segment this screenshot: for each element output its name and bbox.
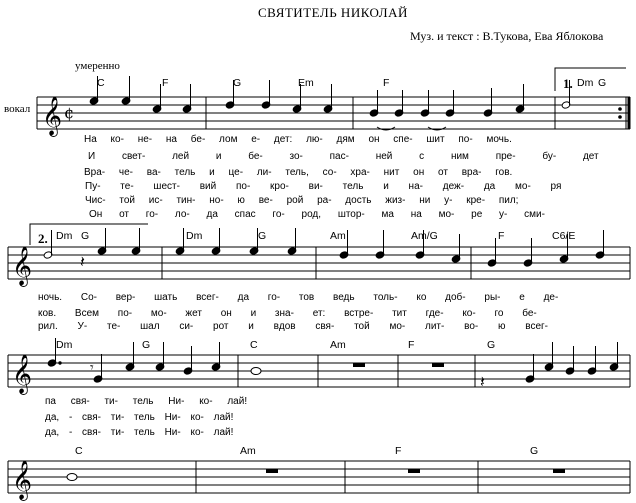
volta-2-label: 2.	[38, 231, 48, 246]
lyric-line: па свя- ти- тель Ни- ко- лай!	[45, 396, 248, 407]
whole-rest-icon	[408, 469, 420, 473]
chord-symbol: F	[162, 77, 169, 89]
chord-symbol: Dm	[186, 230, 203, 242]
lyric-line: Вра- че- ва- тель и це- ли- тель, со- хра- нит он от вра- гов.	[84, 167, 513, 178]
chord-symbol: G	[530, 445, 539, 457]
lyric-line: ков. Всем по- мо- жет он и зна- ет: встре- тит где- ко- го бе-	[38, 308, 537, 319]
chord-symbol: G	[598, 77, 607, 89]
chord-symbol: C	[75, 445, 83, 457]
whole-rest-icon	[432, 363, 444, 367]
note-group	[43, 228, 605, 267]
cut-time-icon: ¢	[64, 103, 75, 122]
part-label: вокал	[4, 103, 31, 115]
chord-symbol: C	[97, 77, 105, 89]
chord-symbol: G	[487, 339, 496, 351]
lyric-line: да, - свя- ти- тель Ни- ко- лай!	[45, 427, 234, 438]
lyric-line: да, - свя- ти- тель Ни- ко- лай!	[45, 412, 234, 423]
whole-rest-icon	[353, 363, 365, 367]
chord-symbol: F	[383, 77, 390, 89]
eighth-rest-icon: 𝄾	[90, 360, 94, 376]
chord-symbol: G	[81, 230, 90, 242]
treble-clef: 𝄞	[12, 246, 33, 286]
treble-clef: 𝄞	[42, 96, 63, 136]
chord-symbol: F	[395, 445, 402, 457]
lyric-line: Он от го- ло- да спас го- род, штор- ма на мо- ре у- сми-	[89, 209, 545, 220]
staff-4	[8, 461, 630, 493]
chord-symbol: G	[142, 339, 151, 351]
chord-symbol: C	[250, 339, 258, 351]
chord-symbol: Dm	[56, 339, 73, 351]
chord-symbol: Dm	[577, 77, 594, 89]
whole-rest-icon	[266, 469, 278, 473]
lyric-line: И свет- лей и бе- зо- пас- ней с ним пре- бу- дет	[88, 151, 599, 162]
whole-rest-icon	[553, 469, 565, 473]
lyric-line: Пу- те- шест- вий по- кро- ви- тель и на- деж- да мо- ря	[85, 181, 562, 192]
chord-symbol: G	[233, 77, 242, 89]
chord-symbol: C6/E	[552, 230, 576, 242]
tempo-marking: умеренно	[75, 60, 120, 72]
lyric-line: На ко- не- на бе- лом е- дет: лю- дям он спе- шит по- мочь.	[84, 134, 512, 145]
credits: Муз. и текст : В.Тукова, Ева Яблокова	[410, 29, 604, 43]
chord-symbol: Dm	[56, 230, 73, 242]
note-group	[47, 338, 619, 383]
chord-symbol: F	[498, 230, 505, 242]
chord-symbol: Am/G	[411, 230, 438, 242]
chord-symbol: Am	[330, 230, 346, 242]
whole-note	[67, 474, 77, 481]
treble-clef: 𝄞	[12, 354, 33, 394]
chord-symbol: F	[408, 339, 415, 351]
lyric-line: ночь. Со- вер- шать всег- да го- тов ведь толь- ко доб- ры- е де-	[38, 292, 559, 303]
chord-symbol: Em	[298, 77, 314, 89]
chord-symbol: Am	[330, 339, 346, 351]
lyric-line: Чис- той ис- тин- но- ю ве- рой ра- дость жиз- ни у- кре- пил;	[85, 195, 519, 206]
lyric-line: рил. У- те- шал си- рот и вдов свя- той мо- лит- во- ю всег-	[38, 321, 549, 332]
chord-symbol: G	[258, 230, 267, 242]
song-title: СВЯТИТЕЛЬ НИКОЛАЙ	[258, 5, 408, 20]
chord-symbol: Am	[240, 445, 256, 457]
quarter-rest-icon: 𝄽	[80, 252, 85, 271]
treble-clef: 𝄞	[12, 460, 33, 500]
quarter-rest-icon: 𝄽	[480, 372, 485, 391]
volta-1-label: 1.	[563, 76, 573, 91]
